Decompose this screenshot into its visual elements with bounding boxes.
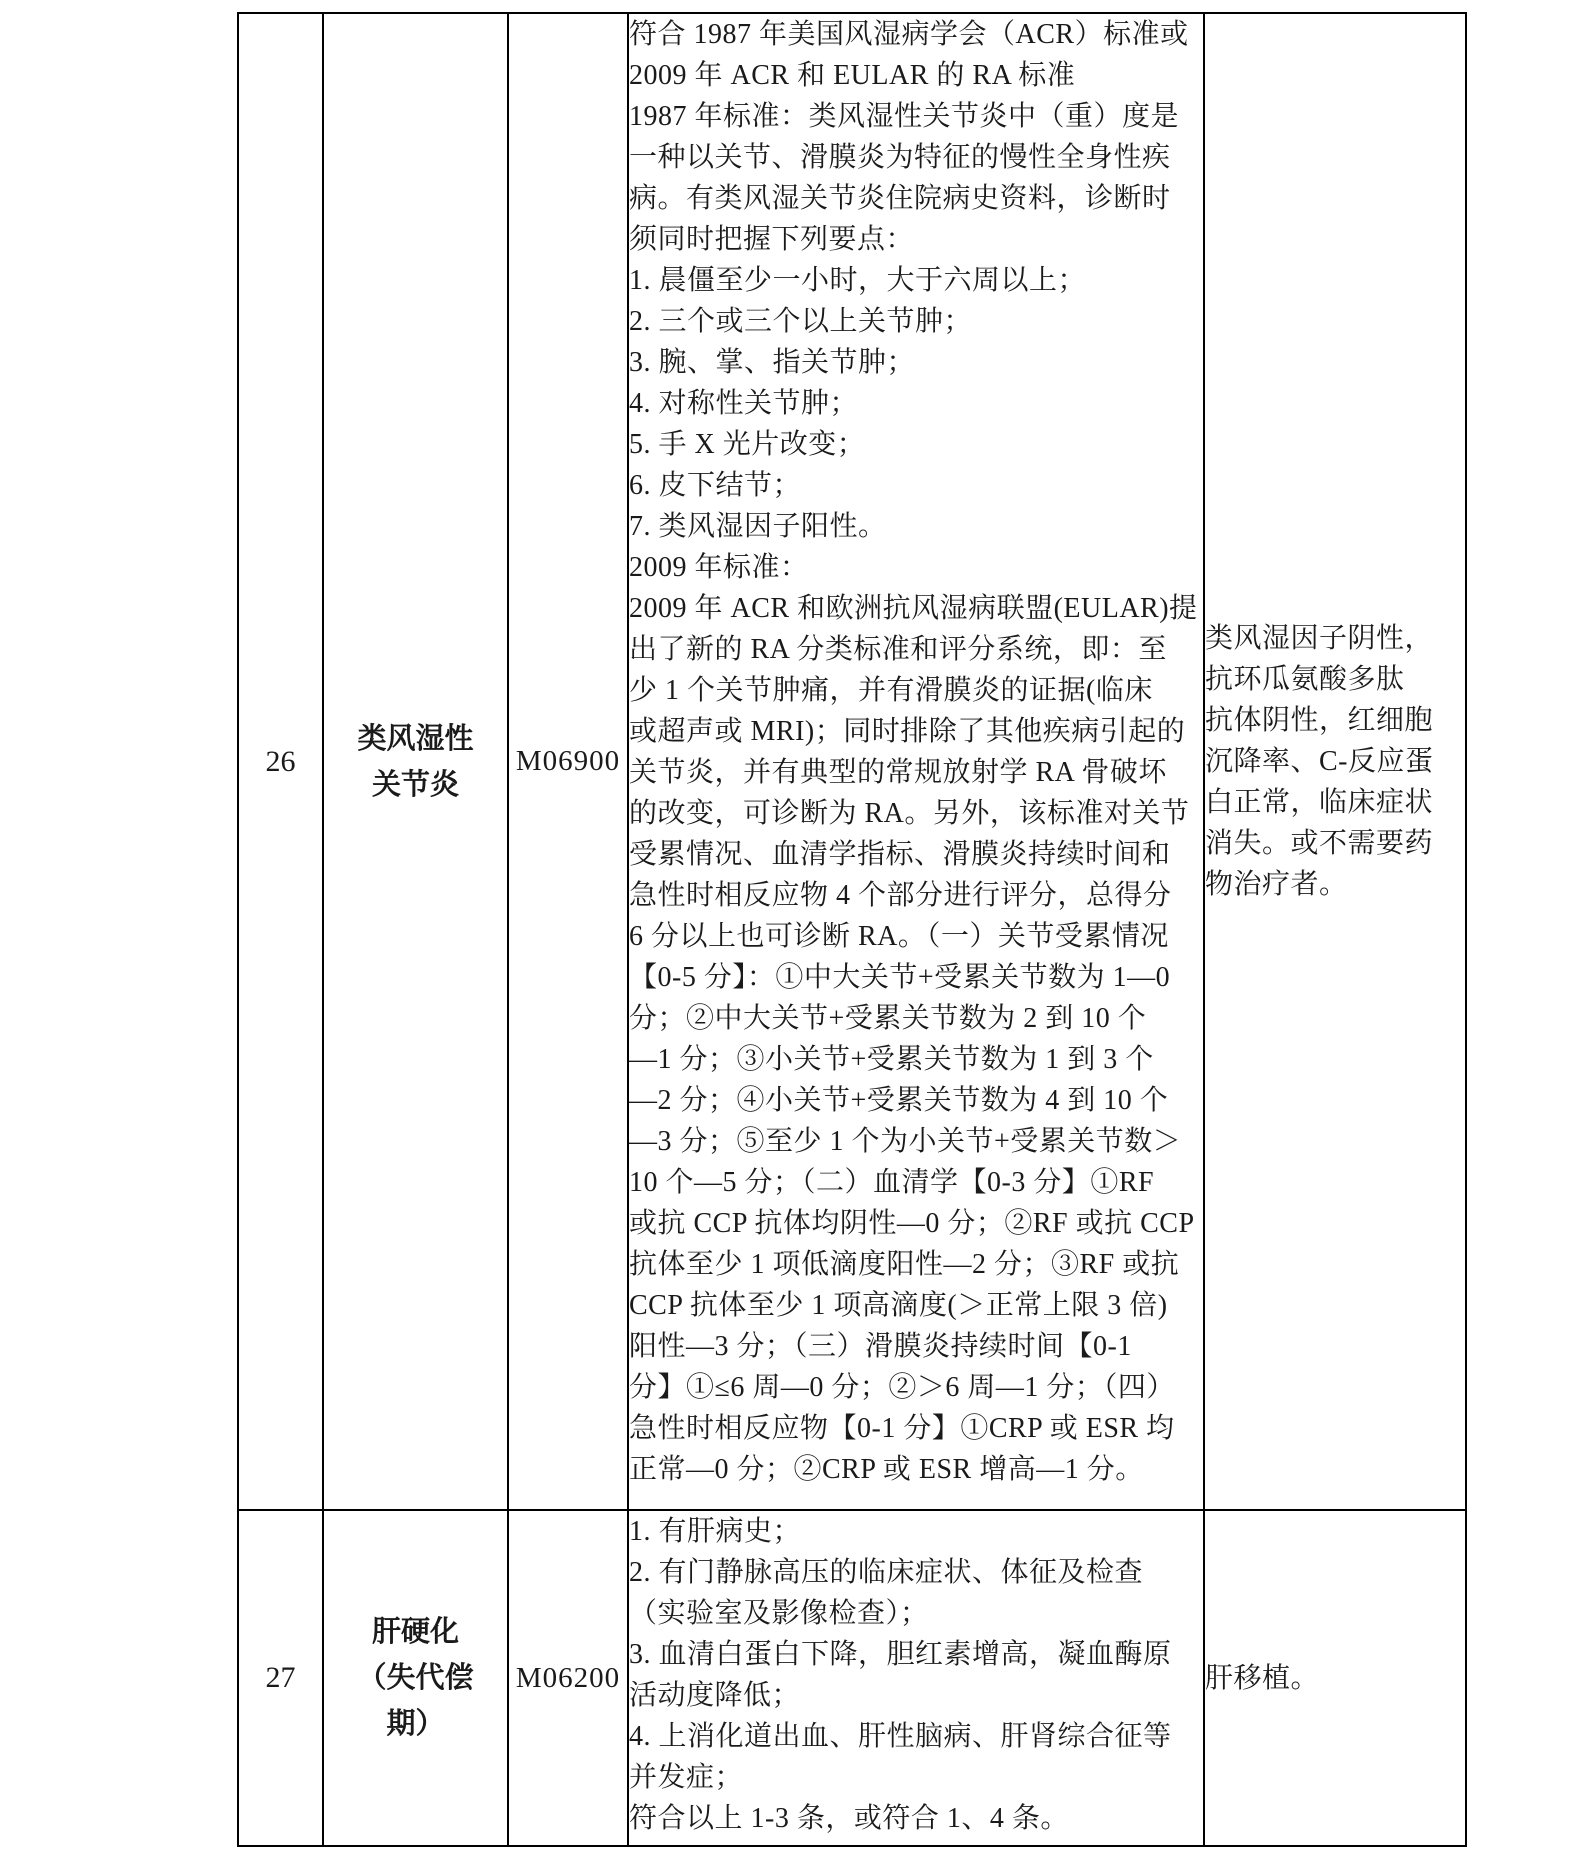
row-27-criteria-cell (628, 1510, 1204, 1846)
row-26-number-cell (238, 13, 323, 1510)
name-cell-line: 期） (386, 1708, 445, 1740)
notes-cell-line: 白正常，临床症状 (1205, 787, 1434, 818)
criteria-cell-line: 2009 年 ACR 和欧洲抗风湿病联盟(EULAR)提 (629, 593, 1198, 624)
criteria-cell-line: 1987 年标准：类风湿性关节炎中（重）度是 (629, 101, 1180, 132)
notes-cell-line: 类风湿因子阴性， (1205, 623, 1434, 654)
criteria-cell-line: 或超声或 MRI)；同时排除了其他疾病引起的 (629, 716, 1186, 747)
row-26-name-cell (323, 13, 508, 1510)
table-row-26 (238, 13, 1466, 1510)
criteria-cell-line: 6. 皮下结节； (629, 470, 802, 501)
criteria-cell-line: 分；②中大关节+受累关节数为 2 到 10 个 (629, 1003, 1147, 1034)
criteria-cell-line: CCP 抗体至少 1 项高滴度(＞正常上限 3 倍) (629, 1290, 1168, 1321)
criteria-cell-line: 4. 上消化道出血、肝性脑病、肝肾综合征等 (629, 1721, 1172, 1752)
criteria-cell-line: —1 分；③小关节+受累关节数为 1 到 3 个 (629, 1044, 1154, 1075)
criteria-cell-line: 2009 年标准： (629, 552, 809, 583)
criteria-cell-line: 或抗 CCP 抗体均阴性—0 分；②RF 或抗 CCP (629, 1208, 1195, 1239)
number-cell-text: 27 (265, 1661, 296, 1694)
row-27-name-cell (323, 1510, 508, 1846)
criteria-cell-line: 出了新的 RA 分类标准和评分系统，即：至 (629, 634, 1167, 665)
name-cell-line: （失代偿 (357, 1662, 474, 1694)
criteria-cell-line: 活动度降低； (629, 1680, 801, 1711)
criteria-cell-line: 3. 血清白蛋白下降，胆红素增高，凝血酶原 (629, 1639, 1172, 1670)
criteria-cell-line: 2. 三个或三个以上关节肿； (629, 306, 973, 337)
row-26-code-cell (508, 13, 628, 1510)
criteria-cell-line: 正常—0 分；②CRP 或 ESR 增高—1 分。 (629, 1454, 1144, 1485)
code-cell-text: M06200 (515, 1661, 621, 1694)
row-27-notes-cell (1204, 1510, 1466, 1846)
row-26-notes-cell (1204, 13, 1466, 1510)
criteria-cell-line: 关节炎，并有典型的常规放射学 RA 骨破坏 (629, 757, 1167, 788)
criteria-cell-line: 须同时把握下列要点： (629, 224, 915, 255)
criteria-cell-line: 病。有类风湿关节炎住院病史资料，诊断时 (629, 183, 1171, 214)
criteria-cell-line: 急性时相反应物【0-1 分】①CRP 或 ESR 均 (629, 1413, 1175, 1444)
criteria-cell-line: 2009 年 ACR 和 EULAR 的 RA 标准 (629, 60, 1076, 91)
name-cell-line: 类风湿性 (357, 722, 474, 755)
criteria-cell-line: —3 分；⑤至少 1 个为小关节+受累关节数＞ (629, 1126, 1182, 1157)
criteria-cell-line: 7. 类风湿因子阳性。 (629, 511, 887, 542)
name-cell-line: 肝硬化 (371, 1616, 459, 1648)
number-cell-text: 26 (265, 744, 296, 778)
row-27-number-cell (238, 1510, 323, 1846)
criteria-cell-line: 受累情况、血清学指标、滑膜炎持续时间和 (629, 839, 1171, 870)
criteria-cell-line: 2. 有门静脉高压的临床症状、体征及检查 (629, 1557, 1144, 1588)
criteria-cell-line: —2 分；④小关节+受累关节数为 4 到 10 个 (629, 1085, 1169, 1116)
criteria-cell-line: 【0-5 分】：①中大关节+受累关节数为 1—0 (629, 962, 1171, 993)
table-body (238, 13, 1466, 1846)
table-row-27 (238, 1510, 1466, 1846)
criteria-cell-line: 5. 手 X 光片改变； (629, 429, 866, 460)
criteria-cell-line: 分】①≤6 周—0 分；②＞6 周—1 分；（四） (629, 1372, 1175, 1403)
notes-cell-line: 物治疗者。 (1205, 869, 1348, 900)
criteria-cell-line: 阳性—3 分；（三）滑膜炎持续时间【0-1 (629, 1331, 1132, 1362)
criteria-cell-line: 急性时相反应物 4 个部分进行评分，总得分 (629, 880, 1172, 911)
criteria-cell-line: 一种以关节、滑膜炎为特征的慢性全身性疾 (629, 142, 1171, 173)
name-cell-line: 关节炎 (371, 768, 459, 801)
criteria-cell-line: 并发症； (629, 1762, 744, 1793)
criteria-cell-line: 抗体至少 1 项低滴度阳性—2 分；③RF 或抗 (629, 1249, 1180, 1280)
notes-cell-line: 沉降率、C-反应蛋 (1205, 746, 1434, 777)
criteria-cell-line: 少 1 个关节肿痛，并有滑膜炎的证据(临床 (629, 675, 1153, 706)
criteria-cell-line: 符合以上 1-3 条，或符合 1、4 条。 (629, 1803, 1069, 1834)
notes-cell-line: 抗体阴性，红细胞 (1205, 705, 1434, 736)
row-26-criteria-cell (628, 13, 1204, 1510)
notes-cell-line: 肝移植。 (1205, 1662, 1320, 1694)
criteria-cell-line: 1. 晨僵至少一小时，大于六周以上； (629, 265, 1087, 296)
criteria-cell-line: 符合 1987 年美国风湿病学会（ACR）标准或 (629, 19, 1189, 50)
notes-cell-line: 抗环瓜氨酸多肽 (1205, 664, 1405, 695)
criteria-cell-line: 1. 有肝病史； (629, 1516, 802, 1547)
criteria-cell-line: 10 个—5 分；（二）血清学【0-3 分】①RF (629, 1167, 1155, 1198)
criteria-cell-line: 3. 腕、掌、指关节肿； (629, 347, 916, 378)
criteria-cell-line: 6 分以上也可诊断 RA。（一）关节受累情况 (629, 921, 1169, 952)
criteria-cell-line: 的改变，可诊断为 RA。另外，该标准对关节 (629, 798, 1190, 829)
row-27-code-cell (508, 1510, 628, 1846)
notes-cell-line: 消失。或不需要药 (1205, 828, 1434, 859)
code-cell-text: M06900 (515, 745, 621, 777)
disease-criteria-table (237, 12, 1467, 1847)
criteria-cell-line: （实验室及影像检查）； (629, 1598, 929, 1629)
criteria-cell-line: 4. 对称性关节肿； (629, 388, 859, 419)
